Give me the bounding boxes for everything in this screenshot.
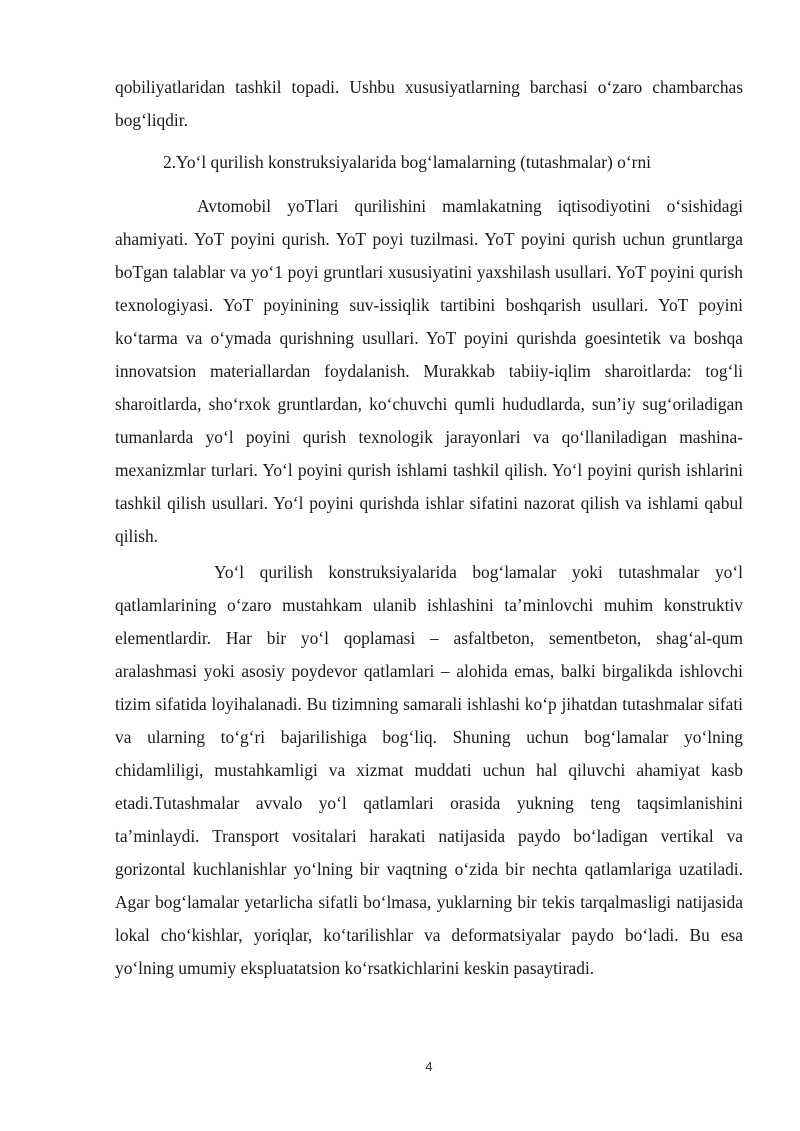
body-paragraph-1 [115, 190, 743, 553]
body-paragraph-1-text: Avtomobil yoTlari qurilishini mamlakatning iqtisodiyotini o‘sishidagi ahamiyati. YoT poyini qurish. YoT poyi tuzilmasi. YoT poyini qurish uchun gruntlarga boTgan talablar va yo‘1 poyi gruntlari xususiyatini yaxshilash usullari. YoT poyini qurish texnologiyasi. YoT poyinining suv-issiqlik tartibini boshqarish usullari. YoT poyini ko‘tarma va o‘ymada qurishning usullari. YoT poyini qurishda goesintetik va boshqa innovatsion materiallardan foydalanish. Murakkab tabiiy-iqlim sharoitlarda: tog‘li sharoitlarda, sho‘rxok gruntlardan, ko‘chuvchi qumli hududlarda, sun’iy sug‘oriladigan tumanlarda yo‘l poyini qurish texnologik jarayonlari va qo‘llaniladigan mashina-mexanizmlar turlari. Yo‘l poyini qurish ishlami tashkil qilish. Yo‘l poyini qurish ishlarini tashkil qilish usullari. Yo‘l poyini qurishda ishlar sifatini nazorat qilish va ishlami qabul qilish. [115, 196, 743, 546]
body-paragraph-2-text: Yo‘l qurilish konstruksiyalarida bog‘lamalar yoki tutashmalar yo‘l qatlamlarining o‘zaro mustahkam ulanib ishlashini ta’minlovchi muhim konstruktiv elementlardir. Har bir yo‘l qoplamasi – asfaltbeton, sementbeton, shag‘al-qum aralashmasi yoki asosiy poydevor qatlamlari – alohida emas, balki birgalikda ishlovchi tizim sifatida loyihalanadi. Bu tizimning samarali ishlashi ko‘p jihatdan tutashmalar sifati va ularning to‘g‘ri bajarilishiga bog‘liq. Shuning uchun bog‘lamalar yo‘lning chidamliligi, mustahkamligi va xizmat muddati uchun hal qiluvchi ahamiyat kasb etadi.Tutashmalar avvalo yo‘l qatlamlari orasida yukning teng taqsimlanishini ta’minlaydi. Transport vositalari harakati natijasida paydo bo‘ladigan vertikal va gorizontal kuchlanishlar yo‘lning bir vaqtning o‘zida bir nechta qatlamlariga uzatiladi. Agar bog‘lamalar yetarlicha sifatli bo‘lmasa, yuklarning bir tekis tarqalmasligi natijasida lokal cho‘kishlar, yoriqlar, ko‘tarilishlar va deformatsiyalar paydo bo‘ladi. Bu esa yo‘lning umumiy ekspluatatsion ko‘rsatkichlarini keskin pasaytiradi. [115, 562, 743, 978]
continuation-text: qobiliyatlaridan tashkil topadi. Ushbu xususiyatlarning barchasi o‘zaro chambarchas bog‘liqdir. [115, 77, 743, 130]
body-paragraph-2 [115, 556, 743, 985]
section-heading-text: 2.Yo‘l qurilish konstruksiyalarida bog‘lamalarning (tutashmalar) o‘rni [163, 152, 651, 172]
section-heading [115, 146, 743, 179]
page-number: 4 [425, 1059, 433, 1074]
continuation-paragraph [115, 71, 743, 137]
